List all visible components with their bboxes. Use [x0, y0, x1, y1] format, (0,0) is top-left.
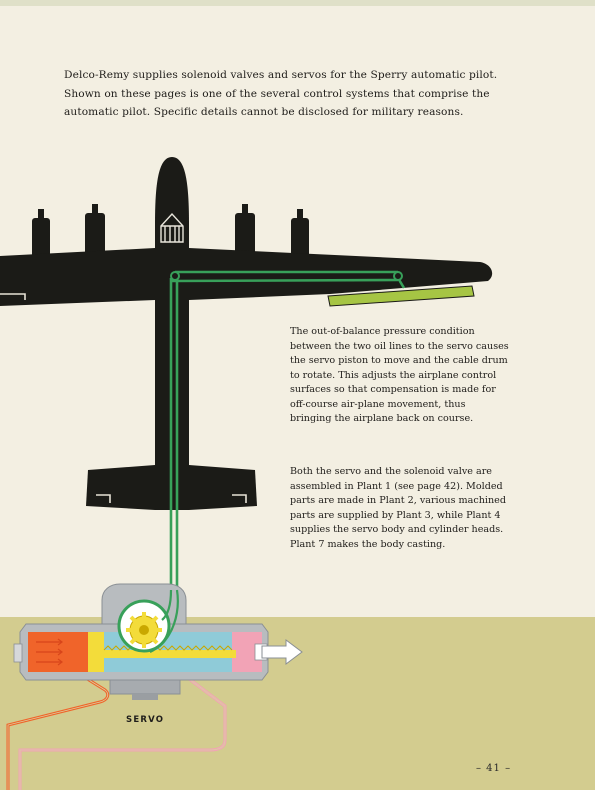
servo-label: SERVO	[126, 715, 165, 725]
gear-icon	[126, 612, 162, 648]
servo-assembly	[8, 584, 302, 790]
oil-line-orange	[8, 662, 108, 790]
intro-paragraph: Delco-Remy supplies solenoid valves and servos for the Sperry automatic pilot. Shown on these pages is one of the several control systems that comprise the automatic pilot. Specific details cannot be disclosed for military reasons.	[64, 69, 498, 118]
wing	[0, 248, 492, 318]
page-number: – 41 –	[476, 763, 512, 774]
servo-operation-paragraph: The out-of-balance pressure condition between the two oil lines to the servo causes the servo piston to move and the cable drum to rotate. This adjusts the airplane control surfaces so that compensation is made for off-course air-plane movement, thus bringing the airplane back on course.	[290, 326, 509, 424]
manufacturing-plants-paragraph: Both the servo and the solenoid valve are assembled in Plant 1 (see page 42). Molded parts are made in Plant 2, various machined parts are supplied by Plant 3, while Plant 4 supplies the servo body and cylinder heads. Plant 7 makes the body casting.	[290, 466, 506, 550]
